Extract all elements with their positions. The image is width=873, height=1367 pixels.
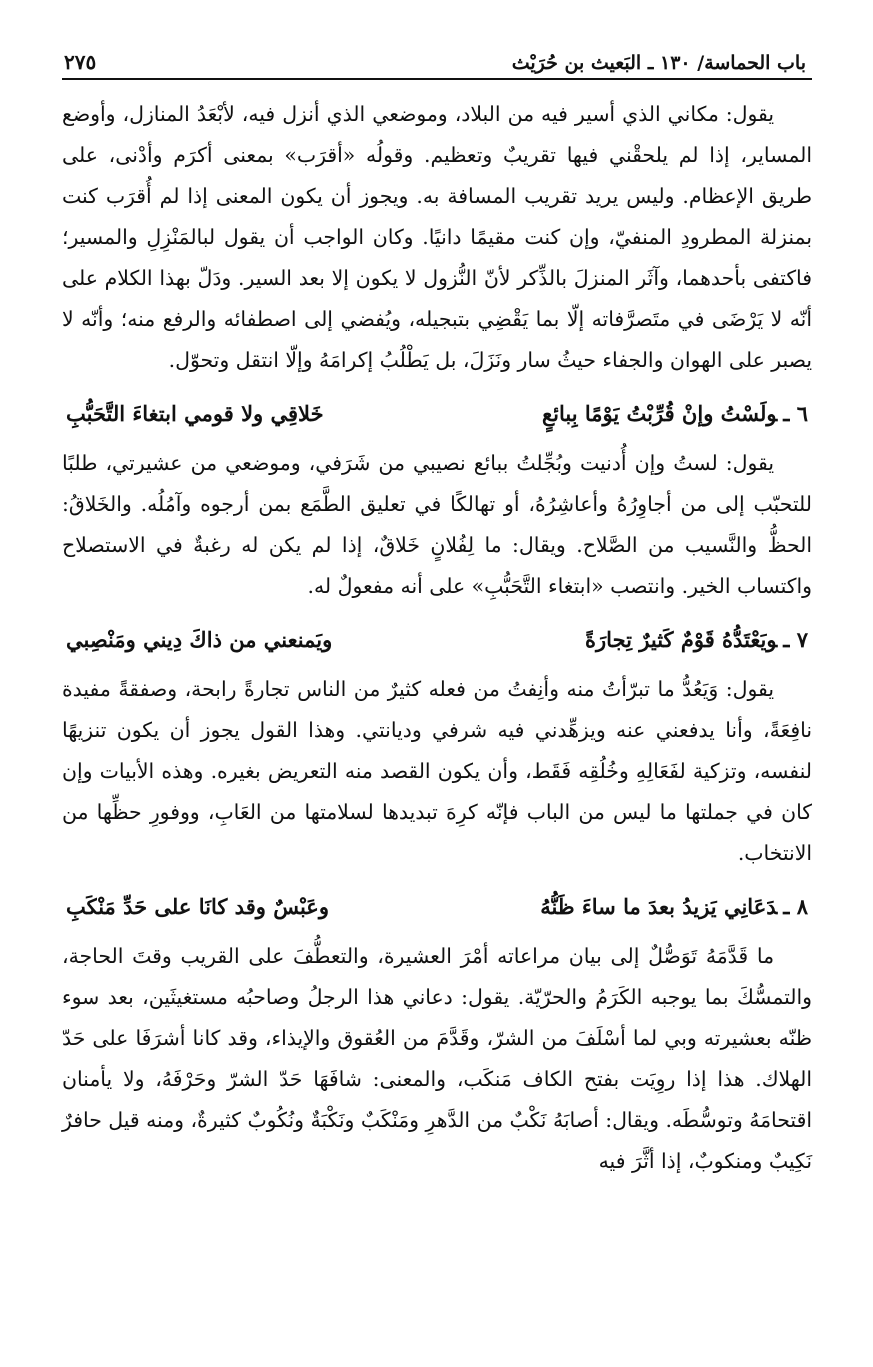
verse-number: ٧ ـ (783, 627, 808, 652)
verse-first-hemistich (542, 391, 808, 437)
book-page (62, 30, 812, 1182)
verse-number: ٦ ـ (783, 401, 808, 426)
first-hemistich-text: دَعَانِي يَزيدُ بعدَ ما ساءَ ظَنُّهُ (540, 894, 778, 919)
first-hemistich-text: ويَعْتَدُّهُ قَوْمٌ كَثيرٌ تِجارَةً (585, 627, 778, 652)
verse-line (62, 884, 812, 930)
running-title: باب الحماسة/ ١٣٠ ـ البَعيث بن حُرَيْث (511, 52, 806, 74)
verse-line (62, 617, 812, 663)
commentary-paragraph: ما قَدَّمَهُ تَوَصُّلٌ إلى بيان مراعاته أمْرَ العشيرة، والتعطُّفَ على القريب وقتَ الحاجة، والتمسُّكَ بما يوجبه الكَرَمُ والحرّيّة. يقول: دعاني هذا الرجلُ وصاحبُه مستغيثَين، بعد سوء ظنّه بعشيرته وبي لما أسْلَفَ من الشرّ، وقَدَّمَ من العُقوق والإيذاء، وقد كانا أشرَفَا على حَدّ الهلاك. هذا إذا روِيَت بفتح الكاف مَنكَب، والمعنى: شافَهَا حَدّ الشرّ وحَرْفَهُ، ولا يأمنان اقتحامَهُ وتوسُّطَه. ويقال: أصابَهُ نَكْبٌ من الدَّهرِ ومَنْكَبٌ ونَكْبَةٌ ونُكُوبٌ كثيرةٌ، ومنه قيل حافرٌ نَكِيبٌ ومنكوبٌ، إذا أثَّرَ فيه (62, 944, 812, 1173)
verse-first-hemistich (585, 617, 808, 663)
verse-second-hemistich: وعَبْسٌ وقد كانَا على حَدِّ مَنْكَبِ (66, 894, 329, 919)
page-header (62, 30, 812, 80)
commentary-paragraph: يقول: وَيَعُدُّ ما تبرّأتُ منه وأنِفتُ من فعله كثيرٌ من الناس تجارةً رابحة، وصفقةً مفيدة نافِعَةً، وأنا يدفعني عنه ويزهِّدني فيه شرفي وديانتي. وهذا القول يجوز أن يكون تنزيهًا لنفسه، وتزكية لفَعَالِهِ وخُلُقِه فَقَط، وأن يكون القصد منه التعريض بغيره. وهذه الأبيات وإن كان في جملتها ما ليس من الباب فإنّه كرِهَ تبديدها لسلامتها من العَابِ، ووفورِ حظِّها من الانتخاب. (62, 677, 812, 865)
verse-second-hemistich: ويَمنعني من ذاكَ دِيني ومَنْصِبي (66, 627, 333, 652)
page-number: ٢٧٥ (64, 50, 97, 74)
verse-second-hemistich: خَلاقِي ولا قومي ابتغاءَ التَّحَبُّبِ (66, 401, 324, 426)
verse-line (62, 391, 812, 437)
first-hemistich-text: ولَسْتُ وإنْ قُرِّبْتُ يَوْمًا بِبائعٍ (541, 401, 778, 426)
verse-number: ٨ ـ (783, 894, 808, 919)
verse-first-hemistich (540, 884, 808, 930)
commentary-paragraph: يقول: مكاني الذي أسير فيه من البلاد، وموضعي الذي أنزل فيه، لأبْعَدُ المنازل، وأوضع المساير، إذا لم يلحقْني فيها تقريبٌ وتعظيم. وقولُه «أقرَب» بمعنى أكرَم وأدْنى، على طريق الإعظام. وليس يريد تقريب المسافة به. ويجوز أن يكون المعنى إذا لم أُقرَب كنت بمنزلة المطرودِ المنفيّ، وإن كنت مقيمًا دانيًا. وكان الواجب أن يقول لبالمَنْزِلِ والمسير؛ فاكتفى بأحدهما، وآثَر المنزلَ بالذِّكر لأنّ النُّزول لا يكون إلا بعد السير. ودَلّ بهذا الكلام على أنّه لا يَرْضَى في متَصرَّفاته إلّا بما يَقْضِي بتبجيله، ويُفضي إلى اصطفائه والرفع منه؛ وأنّه لا يصبر على الهوان والجفاء حيثُ سار ونَزَلَ، بل يَطْلُبُ إكرامَهُ وإلّا انتقل وتحوّل. (62, 102, 812, 372)
commentary-paragraph: يقول: لستُ وإن أُدنيت وبُجِّلتُ ببائع نصيبي من شَرَفي، وموضعي من عشيرتي، طلبًا للتحبّب إلى من أجاوِرُهُ وأعاشِرُهُ، أو تهالكًا في تعليق الطَّمَع بمن أرجوه وآمُلُه. والخَلاقُ: الحظُّ والنَّسيب من الصَّلاح. ويقال: ما لِفُلانٍ خَلاقٌ، إذا لم يكن له رغبةٌ في الاستصلاح واكتساب الخير. وانتصب «ابتغاء التَّحَبُّبِ» على أنه مفعولٌ له. (62, 451, 812, 598)
